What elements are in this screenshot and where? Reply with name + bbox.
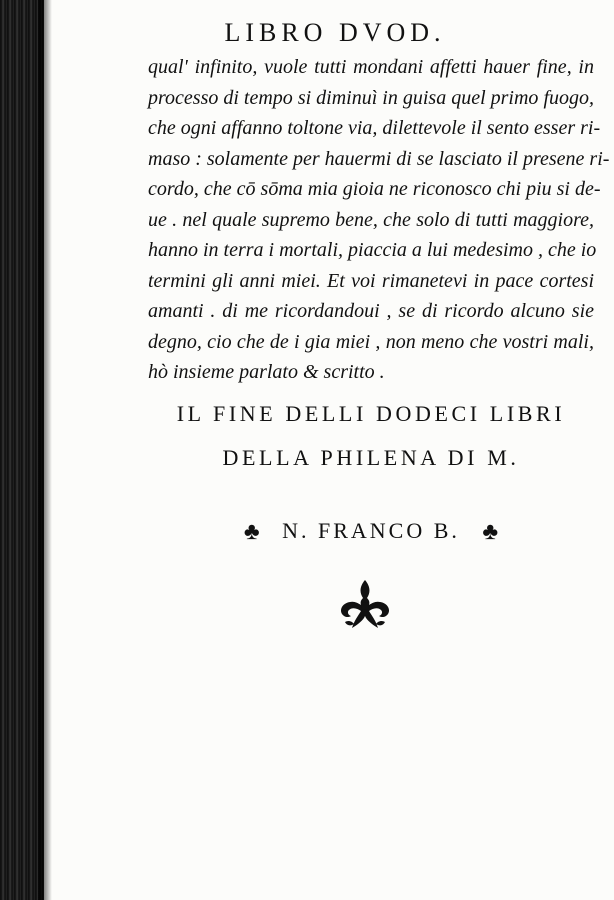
text-line: hanno in terra i mortali, piaccia a lui medesimo , che io bbox=[148, 239, 597, 261]
running-head: LIBRO DVOD. bbox=[224, 18, 446, 47]
text-line: amanti . di me ricordandoui , se di ricordo alcuno sie bbox=[148, 300, 594, 322]
colophon bbox=[148, 392, 594, 480]
text-line: che ogni affanno toltone via, dilettevole il sento esser ri- bbox=[148, 117, 601, 139]
text-line: processo di tempo si diminuì in guisa quel primo fuogo, bbox=[148, 86, 594, 109]
text-line: termini gli anni miei. Et voi rimanetevi in pace cortesi bbox=[148, 269, 594, 292]
author-line-block bbox=[148, 518, 594, 546]
leaf-ornament-icon: ♣ bbox=[243, 519, 260, 546]
body-text bbox=[148, 52, 610, 388]
fleur-de-lis-ornament-icon bbox=[330, 576, 400, 636]
text-line: degno, cio che de i gia miei , non meno che vostri mali, bbox=[148, 330, 594, 353]
text-line: ue . nel quale supremo bene, che solo di tutti maggiore, bbox=[148, 208, 594, 231]
colophon-line: DELLA PHILENA DI M. bbox=[222, 445, 520, 470]
text-line: cordo, che cō sōma mia gioia ne riconosco chi piu si de- bbox=[148, 178, 601, 200]
author-name: N. FRANCO B. bbox=[282, 518, 460, 543]
gutter-shadow bbox=[38, 0, 52, 900]
leaf-ornament-icon: ♣ bbox=[482, 519, 499, 546]
text-line: hò insieme parlato & scritto . bbox=[148, 361, 385, 383]
text-line: maso : solamente per hauermi di se lasciato il presene ri- bbox=[148, 147, 610, 170]
text-line: qual' infinito, vuole tutti mondani affetti hauer fine, in bbox=[148, 56, 594, 78]
colophon-line: IL FINE DELLI DODECI LIBRI bbox=[176, 401, 566, 426]
